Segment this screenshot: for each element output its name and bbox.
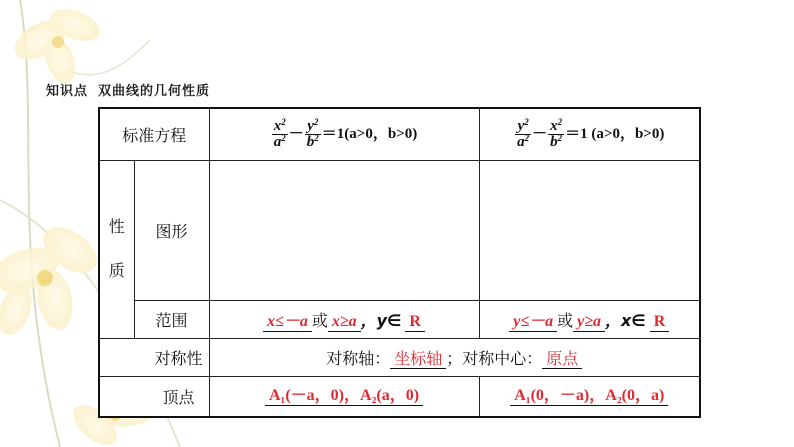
vertex-label: 顶点 xyxy=(99,377,209,417)
vertex-cell-vertical xyxy=(479,377,700,417)
symmetry-label: 对称性 xyxy=(99,339,209,377)
table-row-equation xyxy=(99,108,700,160)
equation-label: 标准方程 xyxy=(99,108,209,160)
table-row-vertex xyxy=(99,377,700,417)
range-cell-horizontal: x≤－a 或 x≥a ，y∈ R xyxy=(209,301,479,339)
range-answer-3: R xyxy=(650,313,670,332)
range-answer-1: y≤－a xyxy=(509,313,557,332)
equation-rest: ＝1 (a>0，b>0) xyxy=(565,126,665,142)
graph-cell-horizontal xyxy=(209,160,479,300)
fraction-x2-a2: $\frac{x^2}{a^2}$ xyxy=(273,116,286,150)
property-vertical-label: 性 质 xyxy=(99,160,134,339)
equation-horizontal: $\frac{x^2}{a^2}$ － $\frac{y^2}{b^2}$ ＝1(a>0，b>0) xyxy=(209,108,479,160)
section-subtitle: 双曲线的几何性质 xyxy=(98,84,211,99)
vertex-answer: A₁(－a，0)，A₂(a，0) xyxy=(265,387,423,406)
fraction-y2-b2: $\frac{y^2}{b^2}$ xyxy=(306,116,319,150)
range-answer-2: x≥a xyxy=(328,313,361,332)
symmetry-axis-answer: 坐标轴 xyxy=(390,350,446,369)
fraction-y2-a2: $\frac{y^2}{a^2}$ xyxy=(517,116,530,150)
table-row-range xyxy=(99,301,700,339)
table-row-graph xyxy=(99,160,700,300)
symmetry-center-answer: 原点 xyxy=(542,350,582,369)
section-title: 知识点 xyxy=(46,84,89,99)
section-heading xyxy=(46,80,210,99)
graph-label: 图形 xyxy=(134,160,209,300)
range-answer-1: x≤－a xyxy=(263,313,312,332)
fraction-x2-b2: $\frac{x^2}{b^2}$ xyxy=(550,116,563,150)
table-row-symmetry xyxy=(99,339,700,377)
range-cell-vertical: y≤－a 或 y≥a ，x∈ R xyxy=(479,301,700,339)
vertex-cell-horizontal xyxy=(209,377,479,417)
graph-cell-vertical xyxy=(479,160,700,300)
range-answer-2: y≥a xyxy=(573,313,605,332)
equation-vertical: $\frac{y^2}{a^2}$ － $\frac{x^2}{b^2}$ ＝1 (a>0，b>0) xyxy=(479,108,700,160)
symmetry-cell: 对称轴： 坐标轴 ；对称中心： 原点 xyxy=(209,339,700,377)
range-label: 范围 xyxy=(134,301,209,339)
range-answer-3: R xyxy=(405,313,425,332)
equation-rest: ＝1(a>0，b>0) xyxy=(321,126,418,142)
vertex-answer: A₁(0，－a)，A₂(0，a) xyxy=(510,387,668,406)
hyperbola-properties-table xyxy=(98,107,699,418)
